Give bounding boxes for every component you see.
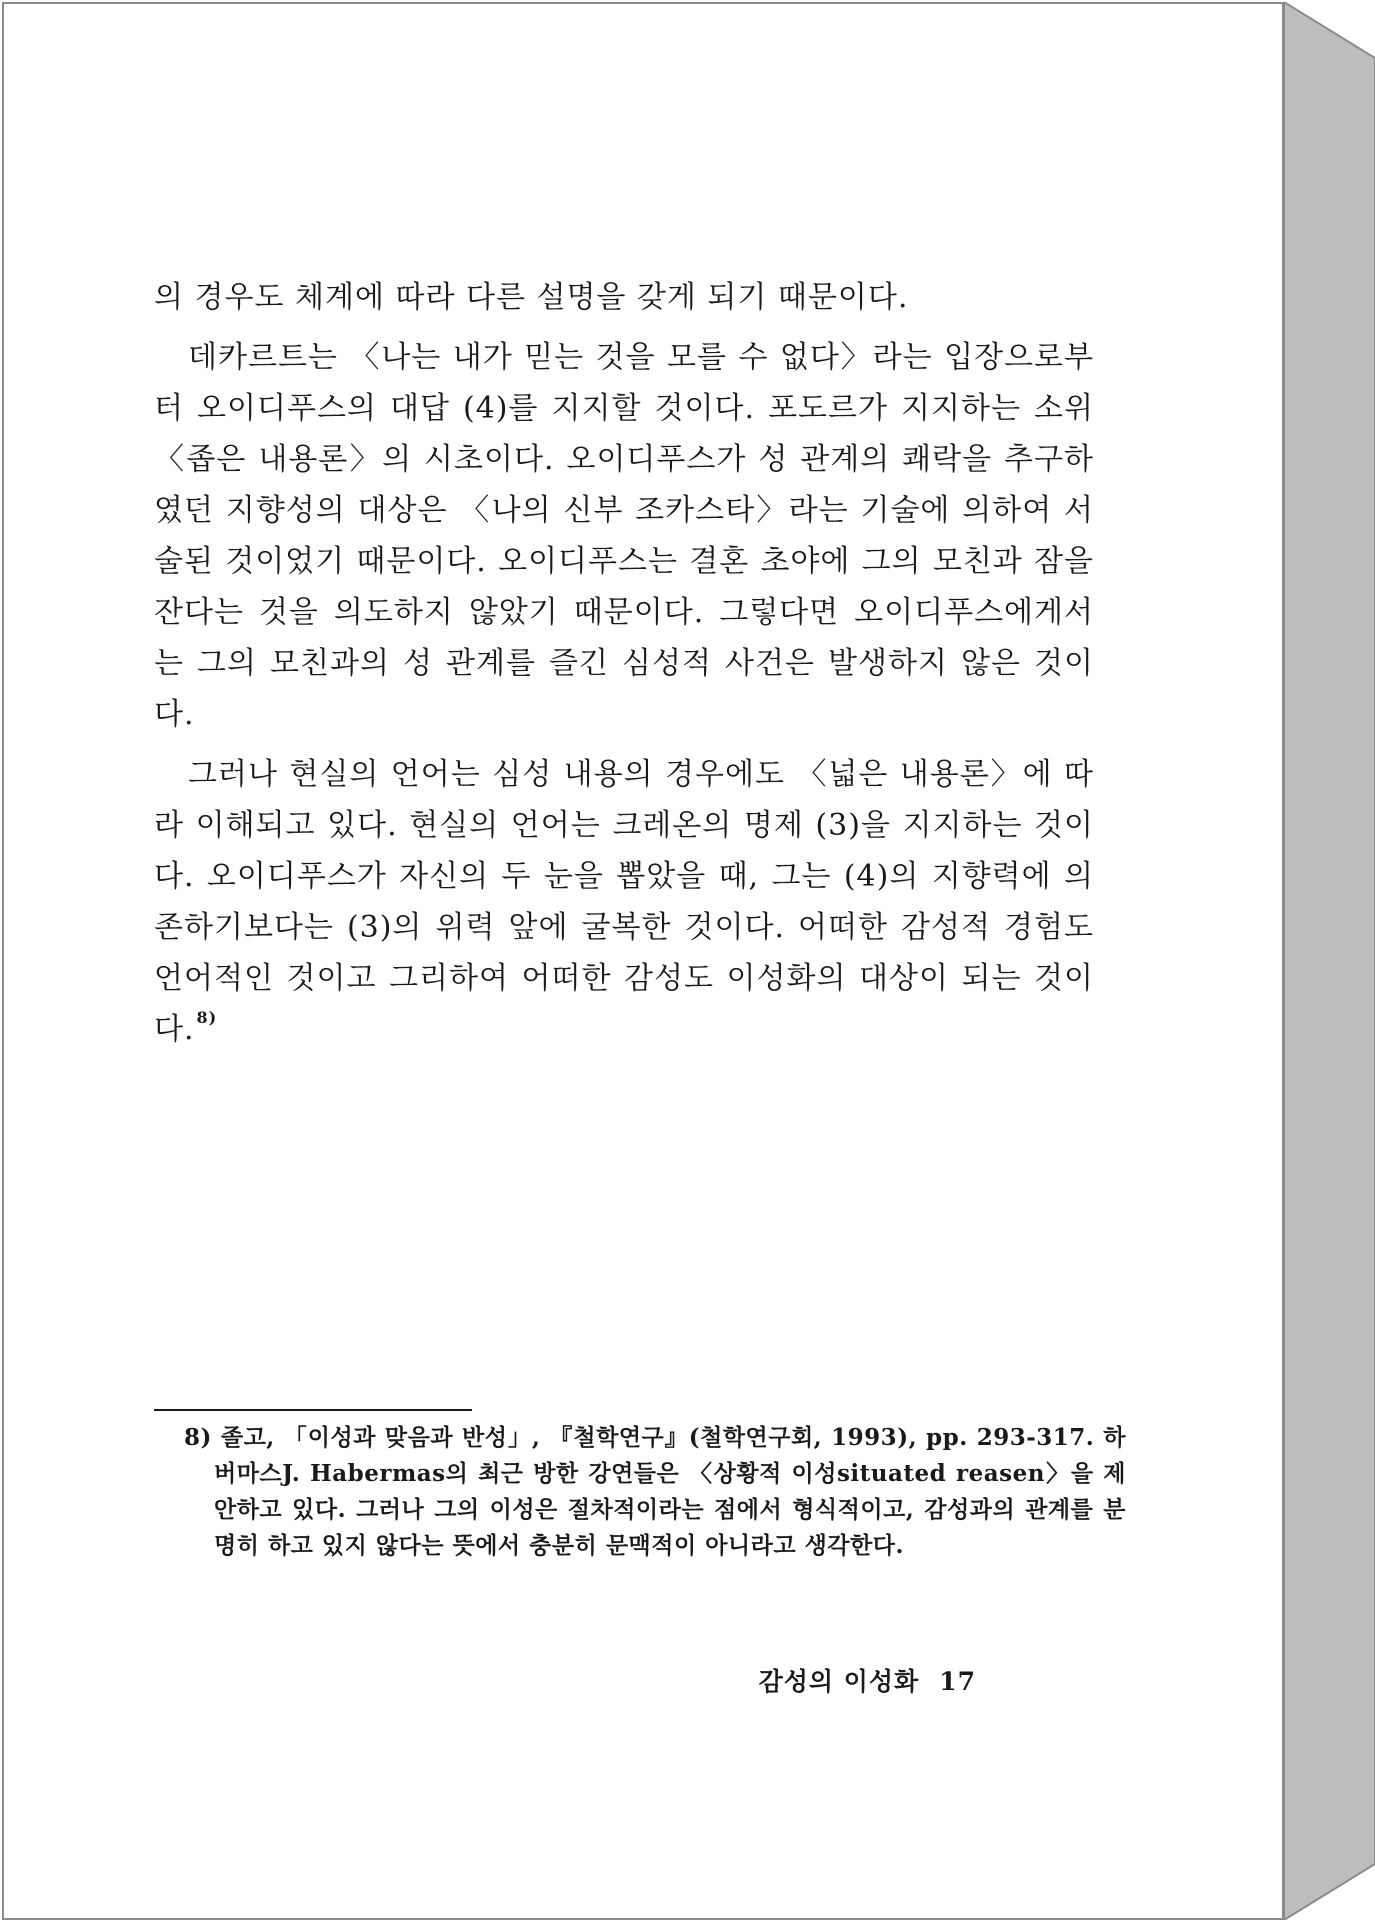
paragraph-descartes: 데카르트는 〈나는 내가 믿는 것을 모를 수 없다〉라는 입장으로부터 오이디푸스의 대답 (4)를 지지할 것이다. 포도르가 지지하는 소위 〈좁은 내용론〉의 시초이다. 오이디푸스가 성 관계의 쾌락을 추구하였던 지향성의 대상은 〈나의 신부 조카스타〉라는 기술에 의하여 서술된 것이었기 때문이다. 오이디푸스는 결혼 초야에 그의 모친과 잠을 잔다는 것을 의도하지 않았기 때문이다. 그렇다면 오이디푸스에게서는 그의 모친과의 성 관계를 즐긴 심성적 사건은 발생하지 않은 것이다. [154,340,1094,732]
running-footer-title: 감성의 이성화 [758,1667,920,1696]
book-spine [1284,2,1375,1920]
footnote-8: 8) 졸고, 「이성과 맞음과 반성」, 『철학연구』(철학연구회, 1993), pp. 293-317. 하버마스J. Habermas의 최근 방한 강연들은 〈상황적 이성situated reasen〉을 제안하고 있다. 그러나 그의 이성은 절차적이라는 점에서 형식적이고, 감성과의 관계를 분명히 하고 있지 않다는 뜻에서 충분히 문맥적이 아니라고 생각한다. [184,1424,1126,1559]
body-text [154,272,1094,1064]
book-spine-shape [1284,2,1375,1920]
footnote-divider [154,1409,472,1411]
running-footer [759,1662,976,1698]
paragraph-continuation: 의 경우도 체계에 따라 다른 설명을 갖게 되기 때문이다. [154,280,909,315]
book-page [2,2,1284,1920]
paragraph-real-language-text: 그러나 현실의 언어는 심성 내용의 경우에도 〈넓은 내용론〉에 따라 이해되고 있다. 현실의 언어는 크레온의 명제 (3)을 지지하는 것이다. 오이디푸스가 자신의 두 눈을 뽑았을 때, 그는 (4)의 지향력에 의존하기보다는 (3)의 위력 앞에 굴복한 것이다. 어떠한 감성적 경험도 언어적인 것이고 그리하여 어떠한 감성도 이성화의 대상이 되는 것이다. [154,757,1094,1047]
page-number: 17 [939,1667,976,1696]
paragraph-real-language [154,749,1094,1055]
footnote-reference[interactable]: 8) [196,1008,218,1027]
